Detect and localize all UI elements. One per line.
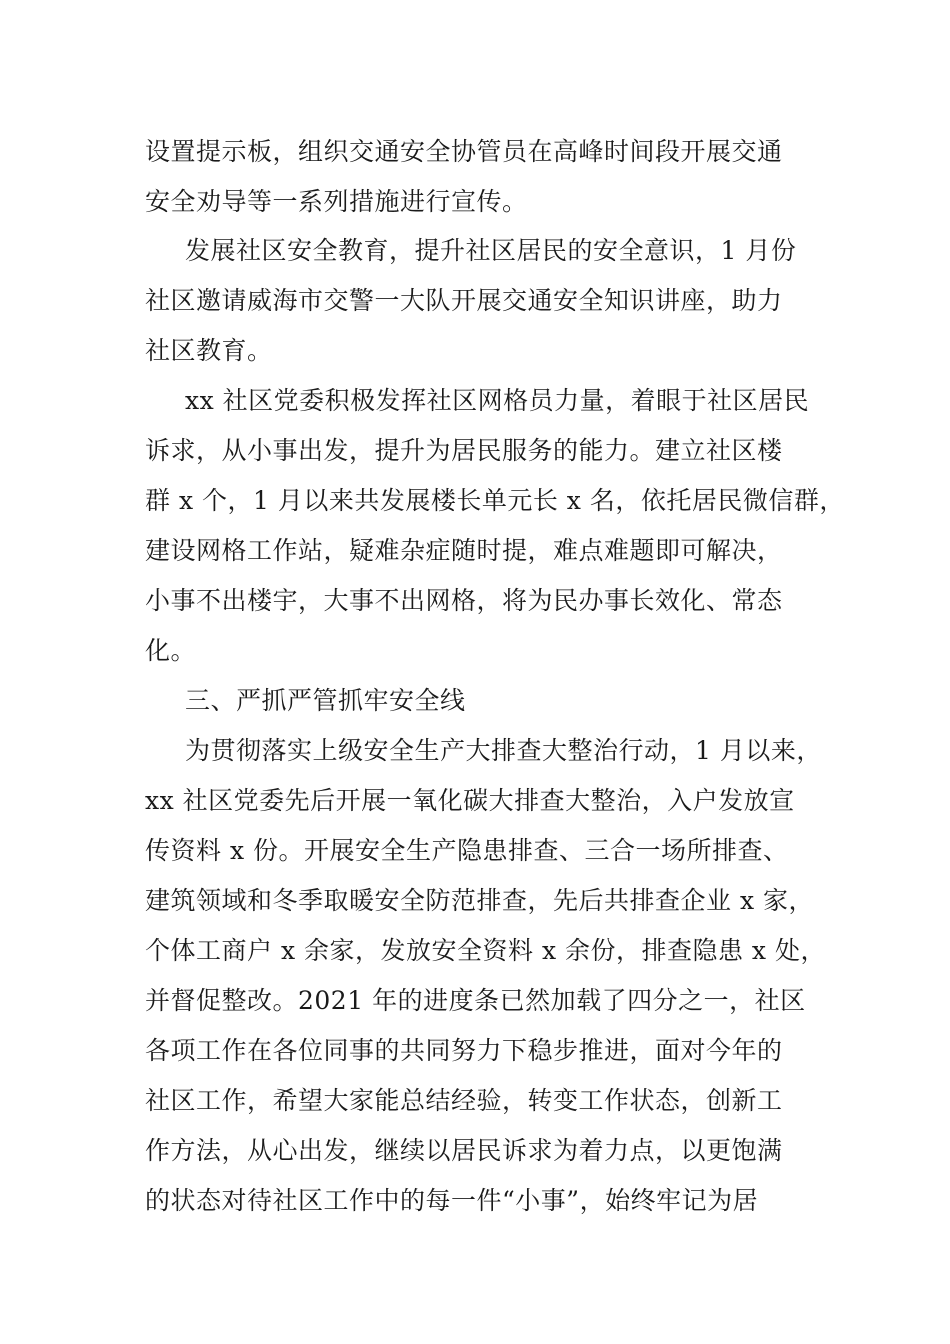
text-line: 建筑领域和冬季取暖安全防范排查，先后共排查企业 x 家，	[145, 886, 814, 915]
text-line: 社区教育。	[145, 336, 273, 365]
text-line: 并督促整改。2021 年的进度条已然加载了四分之一，社区	[145, 986, 806, 1015]
text-line: 社区邀请威海市交警一大队开展交通安全知识讲座，助力	[145, 286, 783, 315]
text-line: 传资料 x 份。开展安全生产隐患排查、三合一场所排查、	[145, 836, 789, 865]
text-line: 小事不出楼宇，大事不出网格，将为民办事长效化、常态	[145, 586, 783, 615]
text-line: 诉求，从小事出发，提升为居民服务的能力。建立社区楼	[145, 436, 783, 465]
text-line: 作方法，从心出发，继续以居民诉求为着力点，以更饱满	[145, 1136, 783, 1165]
text-line: xx 社区党委先后开展一氧化碳大排查大整治，入户发放宣	[145, 786, 795, 815]
text-line: 为贯彻落实上级安全生产大排查大整治行动，1 月以来，	[185, 736, 822, 765]
section-heading: 三、严抓严管抓牢安全线	[185, 686, 466, 715]
text-line: 各项工作在各位同事的共同努力下稳步推进，面对今年的	[145, 1036, 783, 1065]
text-line: 群 x 个，1 月以来共发展楼长单元长 x 名，依托居民微信群，	[145, 486, 845, 515]
text-line: 安全劝导等一系列措施进行宣传。	[145, 187, 528, 216]
text-line: 个体工商户 x 余家，发放安全资料 x 余份，排查隐患 x 处，	[145, 936, 826, 965]
text-line: 社区工作，希望大家能总结经验，转变工作状态，创新工	[145, 1086, 783, 1115]
text-line: 设置提示板，组织交通安全协管员在高峰时间段开展交通	[145, 137, 783, 166]
text-line: 的状态对待社区工作中的每一件“小事”，始终牢记为居	[145, 1186, 759, 1215]
text-line: 发展社区安全教育，提升社区居民的安全意识，1 月份	[185, 236, 797, 265]
text-line: 建设网格工作站，疑难杂症随时提，难点难题即可解决，	[145, 536, 783, 565]
text-line: xx 社区党委积极发挥社区网格员力量，着眼于社区居民	[185, 386, 810, 415]
text-line: 化。	[145, 636, 197, 665]
